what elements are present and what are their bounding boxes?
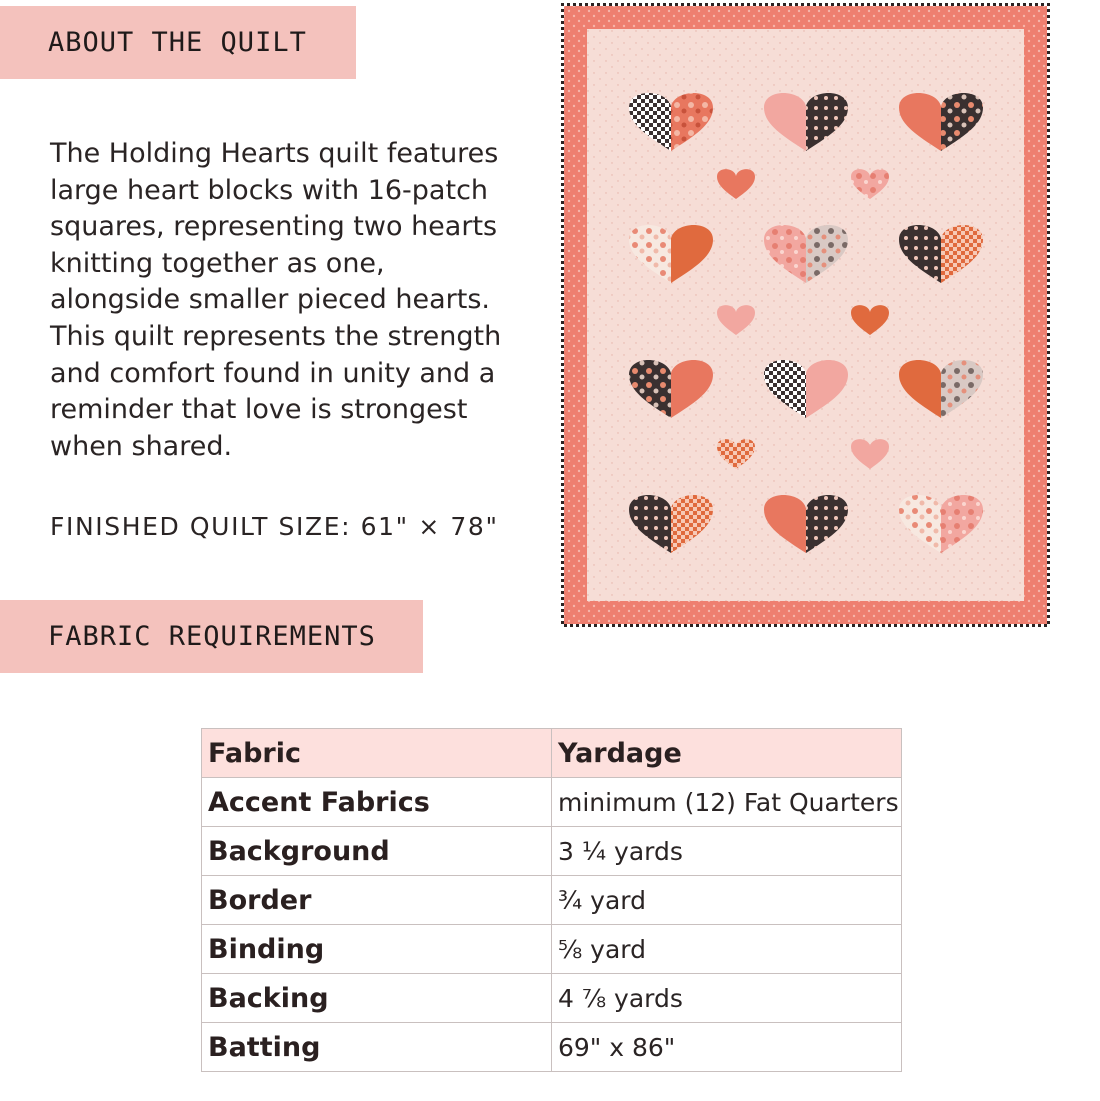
finished-quilt-size: FINISHED QUILT SIZE: 61" × 78": [50, 512, 499, 541]
quilt-illustration: [561, 3, 1050, 627]
table-row: [202, 827, 902, 876]
table-row: [202, 925, 902, 974]
fabric-yardage: minimum (12) Fat Quarters: [552, 778, 902, 827]
quilt-diagram: [561, 3, 1050, 627]
header-fabric: Fabric: [202, 729, 552, 778]
quilt-description: The Holding Hearts quilt features large heart blocks with 16-patch squares, representing two hearts knitting together as one, alongside smaller pieced hearts. This quilt represents the strength and comfort found in unity and a reminder that love is strongest when shared.: [50, 138, 502, 462]
table-row: [202, 876, 902, 925]
fabric-name: Border: [202, 876, 552, 925]
about-quilt-heading-text: ABOUT THE QUILT: [48, 27, 307, 58]
fabric-yardage: ⅝ yard: [552, 925, 902, 974]
table-header-row: [202, 729, 902, 778]
fabric-name: Batting: [202, 1023, 552, 1072]
table-row: [202, 974, 902, 1023]
table-row: [202, 778, 902, 827]
fabric-name: Binding: [202, 925, 552, 974]
fabric-yardage: 4 ⅞ yards: [552, 974, 902, 1023]
fabric-yardage: 3 ¼ yards: [552, 827, 902, 876]
about-quilt-heading: [0, 6, 356, 79]
fabric-name: Accent Fabrics: [202, 778, 552, 827]
fabric-requirements-heading: [0, 600, 423, 673]
table-row: [202, 1023, 902, 1072]
fabric-yardage: 69" x 86": [552, 1023, 902, 1072]
fabric-name: Background: [202, 827, 552, 876]
fabric-yardage: ¾ yard: [552, 876, 902, 925]
fabric-requirements-heading-text: FABRIC REQUIREMENTS: [48, 621, 376, 652]
header-yardage: Yardage: [552, 729, 902, 778]
fabric-name: Backing: [202, 974, 552, 1023]
fabric-requirements-table: [201, 728, 902, 1072]
